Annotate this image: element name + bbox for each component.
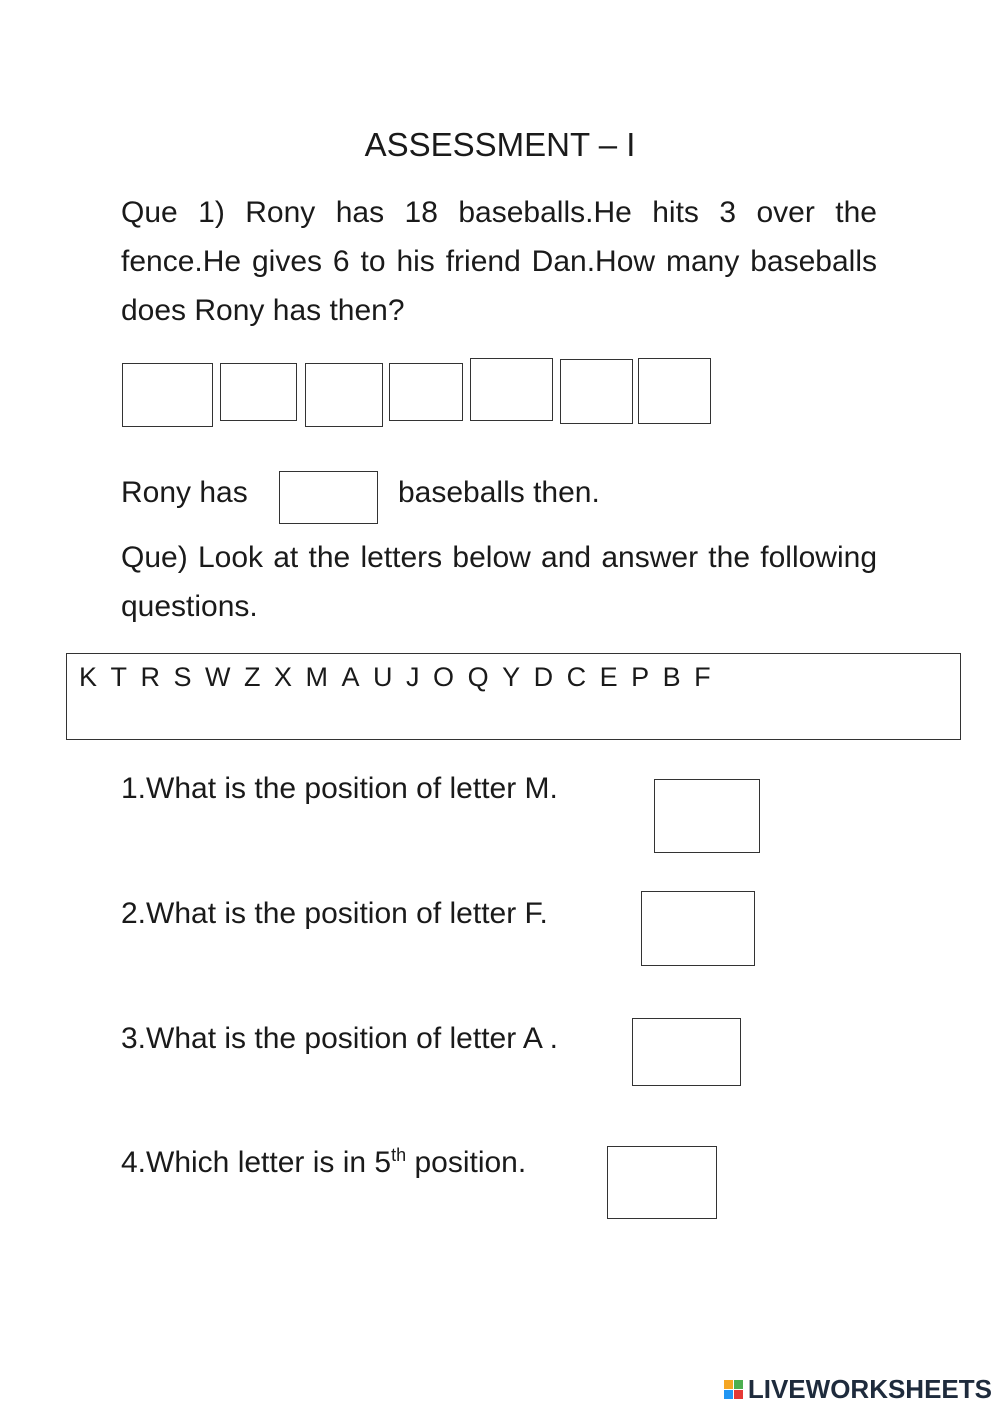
work-box-7[interactable] xyxy=(638,358,711,424)
letter-item: W xyxy=(205,662,231,692)
liveworksheets-logo-icon xyxy=(724,1380,743,1399)
answer-box-item-2[interactable] xyxy=(641,891,755,966)
answer-box-item-3[interactable] xyxy=(632,1018,741,1086)
question-2-intro: Que) Look at the letters below and answer the following questions. xyxy=(121,541,877,623)
answer-prefix: Rony has xyxy=(121,476,248,509)
letter-item: D xyxy=(533,662,554,692)
brand-name: LIVEWORKSHEETS xyxy=(747,1374,992,1404)
work-box-3[interactable] xyxy=(305,363,383,427)
answer-box-item-1[interactable] xyxy=(654,779,760,853)
question-item-4-suffix: position. xyxy=(406,1146,527,1179)
letter-item: E xyxy=(599,662,618,692)
letter-item: O xyxy=(433,662,455,692)
work-box-4[interactable] xyxy=(389,363,463,421)
logo-square xyxy=(734,1390,743,1399)
letter-item: U xyxy=(373,662,393,692)
letter-item: Y xyxy=(502,662,521,692)
brand-footer xyxy=(724,1374,992,1405)
question-item-3: 3.What is the position of letter A . xyxy=(121,1022,558,1055)
letter-item: T xyxy=(110,662,128,692)
letter-item: R xyxy=(140,662,161,692)
letter-item: J xyxy=(406,662,420,692)
ordinal-suffix: th xyxy=(391,1145,407,1165)
answer-suffix: baseballs then. xyxy=(398,476,600,509)
work-box-5[interactable] xyxy=(470,358,553,421)
logo-square xyxy=(734,1380,743,1389)
letter-item: S xyxy=(173,662,192,692)
question-item-4-prefix: 4.Which letter is in 5 xyxy=(121,1146,392,1179)
letter-item: B xyxy=(662,662,681,692)
letters-row xyxy=(79,662,724,693)
letter-item: C xyxy=(566,662,587,692)
letter-item: M xyxy=(305,662,329,692)
answer-box-item-4[interactable] xyxy=(607,1146,717,1219)
letter-item: P xyxy=(631,662,650,692)
question-item-1: 1.What is the position of letter M. xyxy=(121,772,558,805)
answer-box-q1[interactable] xyxy=(279,471,378,524)
question-item-4 xyxy=(121,1145,526,1180)
work-box-2[interactable] xyxy=(220,363,297,421)
work-box-1[interactable] xyxy=(122,363,213,427)
logo-square xyxy=(724,1390,733,1399)
letter-item: Q xyxy=(467,662,489,692)
work-box-6[interactable] xyxy=(560,359,633,424)
letters-box xyxy=(66,653,961,740)
question-item-2: 2.What is the position of letter F. xyxy=(121,897,548,930)
letter-item: K xyxy=(79,662,98,692)
letter-item: F xyxy=(694,662,711,692)
logo-square xyxy=(724,1380,733,1389)
letter-item: X xyxy=(274,662,293,692)
letter-item: Z xyxy=(244,662,261,692)
letter-item: A xyxy=(341,662,360,692)
question-1-text: Que 1) Rony has 18 baseballs.He hits 3 over the fence.He gives 6 to his friend Dan.How many baseballs does Rony has then? xyxy=(121,196,877,327)
page-title: ASSESSMENT – I xyxy=(364,126,636,163)
